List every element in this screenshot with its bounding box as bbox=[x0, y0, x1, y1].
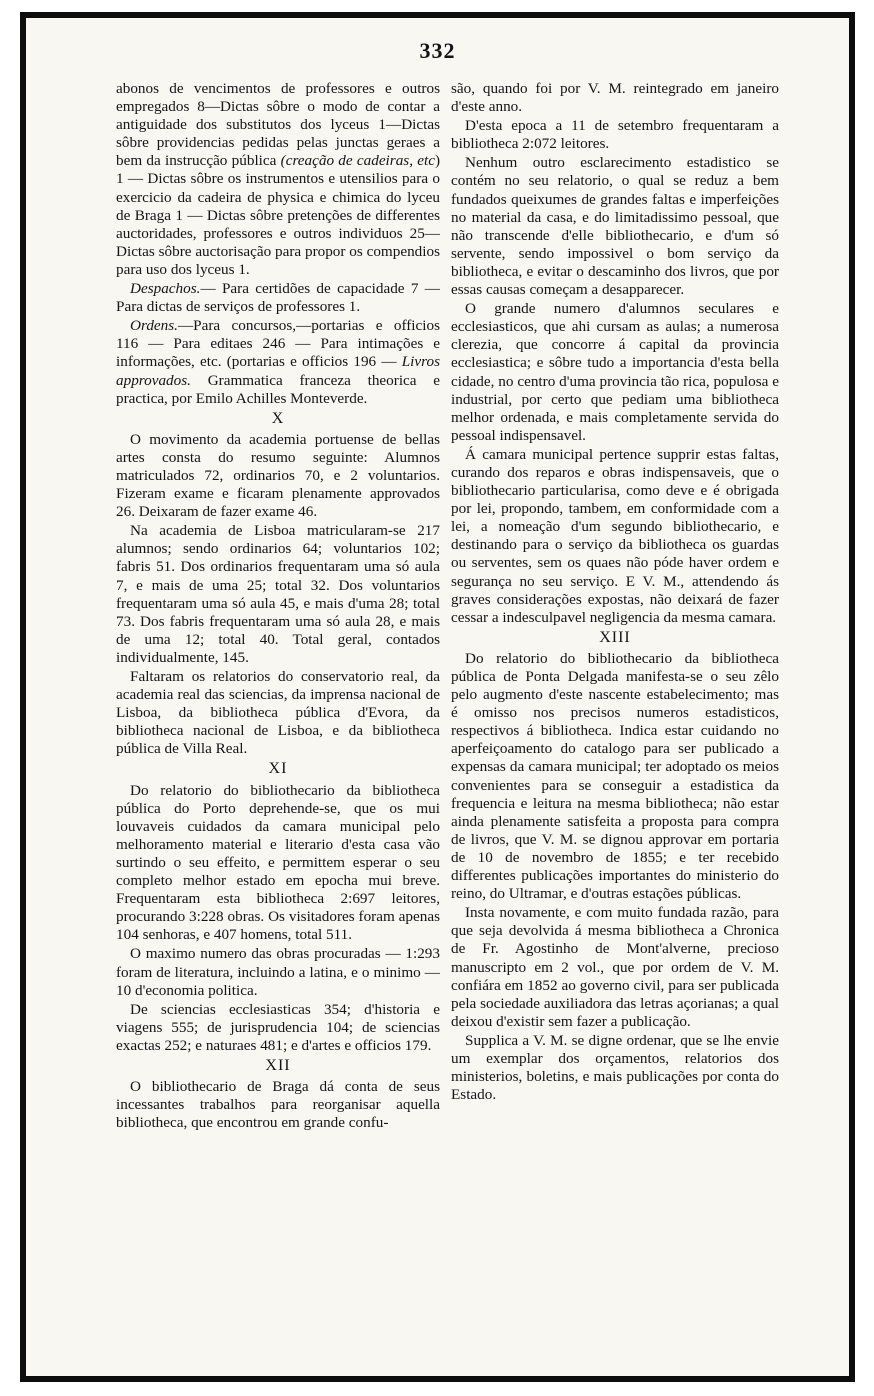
paragraph-text: abonos de vencimentos de professores e outros empregados 8—Dictas sôbre o modo de contar a antiguidade dos substitutos dos lyceus 1—Dictas sôbre providencias pedidas pelas junctas geraes a bem da instrucção pública bbox=[116, 80, 440, 170]
paragraph: Nenhum outro esclarecimento estadistico se contém no seu relatorio, o qual se reduz a bem fundados queixumes de grandes faltas e imperfeições no material da casa, e do limitadissimo pessoal, que não transcende d'elle bibliothecario, e d'um só servente, sendo impossivel o bom serviço da bibliotheca, e evitar o descaminho dos livros, que por essas causas começam a desapparecer. bbox=[451, 154, 779, 299]
paragraph bbox=[116, 317, 440, 407]
paragraph-text: —Para concursos,—portarias e officios 116 — Para editaes 246 — Para intimações e informações, etc. (portarias e officios 196 — bbox=[116, 317, 440, 371]
paragraph: Do relatorio do bibliothecario da bibliotheca pública do Porto deprehende-se, que os mui louvaveis cuidados da camara municipal pelo melhoramento material e literario d'esta casa vão surtindo o seu effeito, e permittem esperar o seu completo melhor estado em epocha mui breve. Frequentaram esta bibliotheca 2:697 leitores, procurando 3:228 obras. Os visitadores foram apenas 104 senhoras, e 407 homens, total 511. bbox=[116, 781, 440, 944]
paragraph: De sciencias ecclesiasticas 354; d'historia e viagens 555; de jurisprudencia 104; de sciencias exactas 252; e naturaes 481; e d'artes e officios 179. bbox=[116, 1000, 440, 1054]
paragraph: O movimento da academia portuense de bellas artes consta do resumo seguinte: Alumnos matriculados 72, ordinarios 70, e 2 voluntarios. Fizeram exame e ficaram plenamente approvados 26. Deixaram de fazer exame 46. bbox=[116, 430, 440, 521]
italic-text: (creação de cadeiras, etc bbox=[280, 152, 435, 170]
section-heading: XII bbox=[265, 1056, 291, 1074]
paragraph: Á camara municipal pertence supprir estas faltas, curando dos reparos e obras indispensaveis, que o bibliothecario particularisa, como deve e é obrigada por lei, propondo, tambem, em conformidade com a lei, a nomeação d'um segundo bibliothecario, e destinando para o serviço da bibliotheca os guardas ou serventes, sem os quaes não póde haver ordem e segurança no seu serviço. E V. M., attendendo ás graves considerações expostas, não deixará de fazer cessar a indesculpavel negligencia da mesma camara. bbox=[451, 445, 779, 626]
paragraph: Insta novamente, e com muito fundada razão, para que seja devolvida á mesma bibliotheca a Chronica de Fr. Agostinho de Mont'alverne, precioso manuscripto em 2 vol., que por ordem de V. M. confiára em 1852 ao governo civil, para ser publicada pela sociedade auxiliadora das letras açorianas; a qual deixou d'existir sem fazer a publicação. bbox=[451, 904, 779, 1030]
left-column bbox=[116, 80, 440, 1133]
paragraph-text: ) 1 — Dictas sôbre os instrumentos e utensilios para o exercicio da cadeira de physica e chimica do lyceu de Braga 1 — Dictas sôbre pretenções de differentes auctoridades, professores e outros individuos 25— Dictas sôbre auctorisação para propor os compendios para uso dos lyceus 1. bbox=[116, 152, 441, 278]
document-page bbox=[20, 12, 855, 1382]
paragraph: O bibliothecario de Braga dá conta de seus incessantes trabalhos para reorganisar aquella bibliotheca, que encontrou em grande confu- bbox=[116, 1078, 440, 1132]
italic-text: Livros approvados. bbox=[116, 353, 440, 389]
paragraph: são, quando foi por V. M. reintegrado em janeiro d'este anno. bbox=[451, 80, 779, 116]
paragraph-text: Grammatica franceza theorica e practica, por Emilo Achilles Monteverde. bbox=[116, 371, 440, 407]
paragraph-text: — Para certidões de capacidade 7 — Para dictas de serviços de professores 1. bbox=[116, 280, 440, 316]
section-heading: XI bbox=[268, 760, 288, 778]
right-column bbox=[451, 80, 779, 1105]
paragraph: Na academia de Lisboa matricularam-se 217 alumnos; sendo ordinarios 64; voluntarios 102; fabris 51. Dos ordinarios frequentaram uma só aula 7, e mais de uma 25; total 32. Dos voluntarios frequentaram uma só aula 45, e mais d'uma 28; total 73. Dos fabris frequentaram uma só aula 28, e mais de uma 12; total 40. Total geral, contados individualmente, 145. bbox=[116, 522, 440, 666]
paragraph: Do relatorio do bibliothecario da bibliotheca pública de Ponta Delgada manifesta-se o seu zêlo pelo augmento d'este nascente estabelecimento; mas é omisso nos precisos numeros estadisticos, respectivos á bibliotheca. Indica estar cuidando no aperfeiçoamento do catalogo para ser publicado a expensas da camara municipal; ter adoptado os meios convenientes para se conseguir a estadistica da frequencia e leitura na mesma bibliotheca; não estar ainda plenamente satisfeita a proposta para compra de livros, que V. M. se dignou approvar em portaria de 10 de novembro de 1855; e ter recebido differentes publicações importantes do ministerio do reino, do Ultramar, e d'outras estações públicas. bbox=[451, 649, 779, 903]
section-heading: X bbox=[271, 409, 285, 427]
paragraph: O grande numero d'alumnos seculares e ecclesiasticos, que ahi cursam as aulas; a numerosa clerezia, que concorre á capital da provincia ecclesiastica; e sôbre tudo a importancia d'esta bella cidade, no centro d'uma provincia tão rica, populosa e industrial, por certo que pediam uma bibliotheca melhor ordenada, e mais completamente servida do pessoal indispensavel. bbox=[451, 300, 779, 444]
section-label: Despachos. bbox=[130, 280, 201, 298]
paragraph: O maximo numero das obras procuradas — 1:293 foram de literatura, incluindo a latina, e o minimo — 10 d'economia politica. bbox=[116, 945, 440, 999]
section-heading: XIII bbox=[599, 628, 631, 646]
paragraph: Supplica a V. M. se digne ordenar, que se lhe envie um exemplar dos orçamentos, relatorios dos ministerios, boletins, e mais publicações por conta do Estado. bbox=[451, 1031, 779, 1104]
section-label: Ordens. bbox=[130, 317, 178, 335]
paragraph: Faltaram os relatorios do conservatorio real, da academia real das sciencias, da imprensa nacional de Lisboa, da bibliotheca pública d'Evora, da bibliotheca nacional de Lisboa, e da bibliotheca pública de Villa Real. bbox=[116, 668, 440, 758]
paragraph: D'esta epoca a 11 de setembro frequentaram a bibliotheca 2:072 leitores. bbox=[451, 117, 779, 153]
paragraph bbox=[116, 280, 440, 316]
paragraph bbox=[116, 80, 440, 279]
page-number: 332 bbox=[419, 38, 456, 63]
